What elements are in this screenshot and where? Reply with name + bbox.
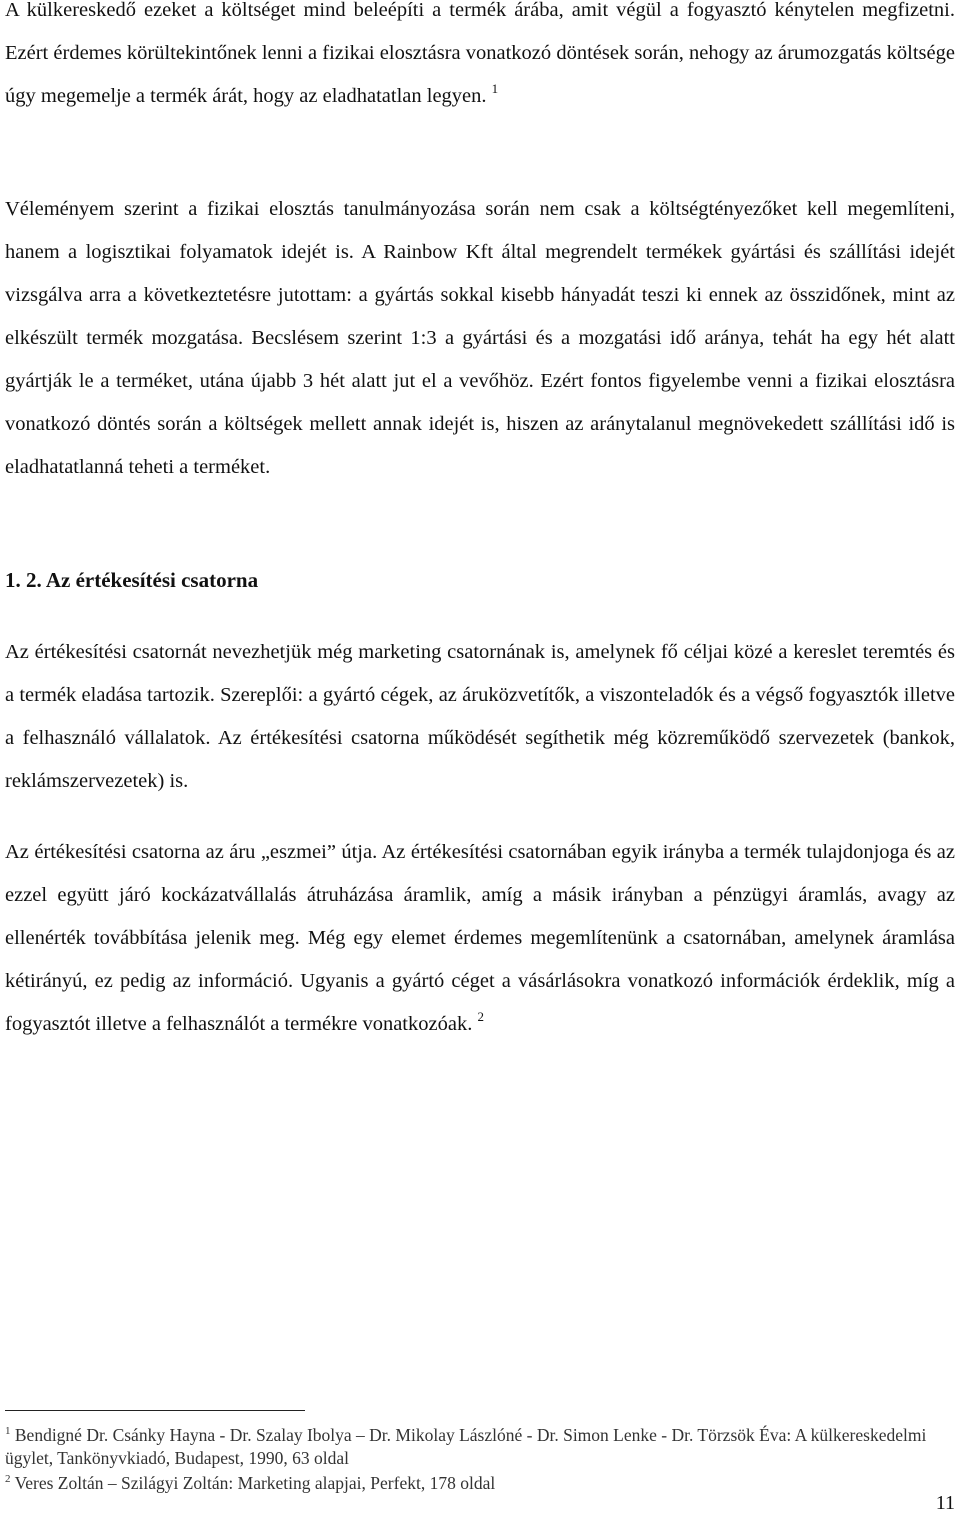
paragraph-2: Véleményem szerint a fizikai elosztás tanulmányozása során nem csak a költségtényezőket kell megemlíteni, hanem a logisztikai folyamatok idejét is. A Rainbow Kft által megrendelt termékek gyártási és szállítási idejét vizsgálva arra a következtetésre jutottam: a gyártás sokkal kisebb hányadát teszi ki ennek az összidőnek, mint az elkészült termék mozgatása. Becslésem szerint 1:3 a gyártási és a mozgatási idő aránya, tehát ha egy hét alatt gyártják le a terméket, utána újabb 3 hét alatt jut el a vevőhöz. Ezért fontos figyelembe venni a fizikai elosztásra vonatkozó döntés során a költségek mellett annak idejét is, hiszen az aránytalanul megnövekedett szállítási idő is eladhatatlanná teheti a terméket. (5, 198, 955, 478)
paragraph-1-text: A külkereskedő ezeket a költséget mind beleépíti a termék árába, amit végül a fogyasztó kénytelen megfizetni. Ezért érdemes körültekintőnek lenni a fizikai elosztásra vonatkozó döntések során, nehogy az árumozgatás költsége úgy megemelje a termék árát, hogy az eladhatatlan legyen. (5, 0, 955, 107)
footnote-1-mark: 1 (5, 1425, 11, 1437)
footnote-ref-2: 2 (477, 1009, 484, 1024)
footnote-2-text: Veres Zoltán – Szilágyi Zoltán: Marketing alapjai, Perfekt, 178 oldal (14, 1473, 496, 1493)
footnote-1 (5, 1424, 955, 1470)
paragraph-4 (5, 831, 955, 1046)
footnote-1-text: Bendigné Dr. Csánky Hayna - Dr. Szalay Ibolya – Dr. Mikolay Lászlóné - Dr. Simon Lenke - Dr. Törzsök Éva: A külkereskedelmi ügylet, Tankönyvkiadó, Budapest, 1990, 63 oldal (5, 1425, 927, 1468)
page-number: 11 (935, 1492, 955, 1514)
paragraph-4-text: Az értékesítési csatorna az áru „eszmei” útja. Az értékesítési csatornában egyik irányba a termék tulajdonjoga és az ezzel együtt járó kockázatvállalás átruházása áramlik, amíg a másik irányban a pénzügyi áramlás, avagy az ellenérték továbbítása jelenik meg. Még egy elemet érdemes megemlítenünk a csatornában, amelynek áramlása kétirányú, ez pedig az információ. Ugyanis a gyártó céget a vásárlásokra vonatkozó információk érdeklik, míg a fogyasztót illetve a felhasználót a termékre vonatkozóak. (5, 841, 955, 1035)
section-heading: 1. 2. Az értékesítési csatorna (5, 568, 259, 592)
footnote-2-mark: 2 (5, 1473, 11, 1485)
footnote-divider (5, 1410, 305, 1411)
footnote-ref-1: 1 (491, 81, 499, 96)
footnote-2 (5, 1472, 955, 1495)
paragraph-1 (5, 0, 955, 118)
paragraph-3: Az értékesítési csatornát nevezhetjük még marketing csatornának is, amelynek fő céljai közé a kereslet teremtés és a termék eladása tartozik. Szereplői: a gyártó cégek, az áruközvetítők, a viszonteladók és a végső fogyasztók illetve a felhasználó vállalatok. Az értékesítési csatorna működését segíthetik még közreműködő szervezetek (bankok, reklámszervezetek) is. (5, 641, 955, 792)
